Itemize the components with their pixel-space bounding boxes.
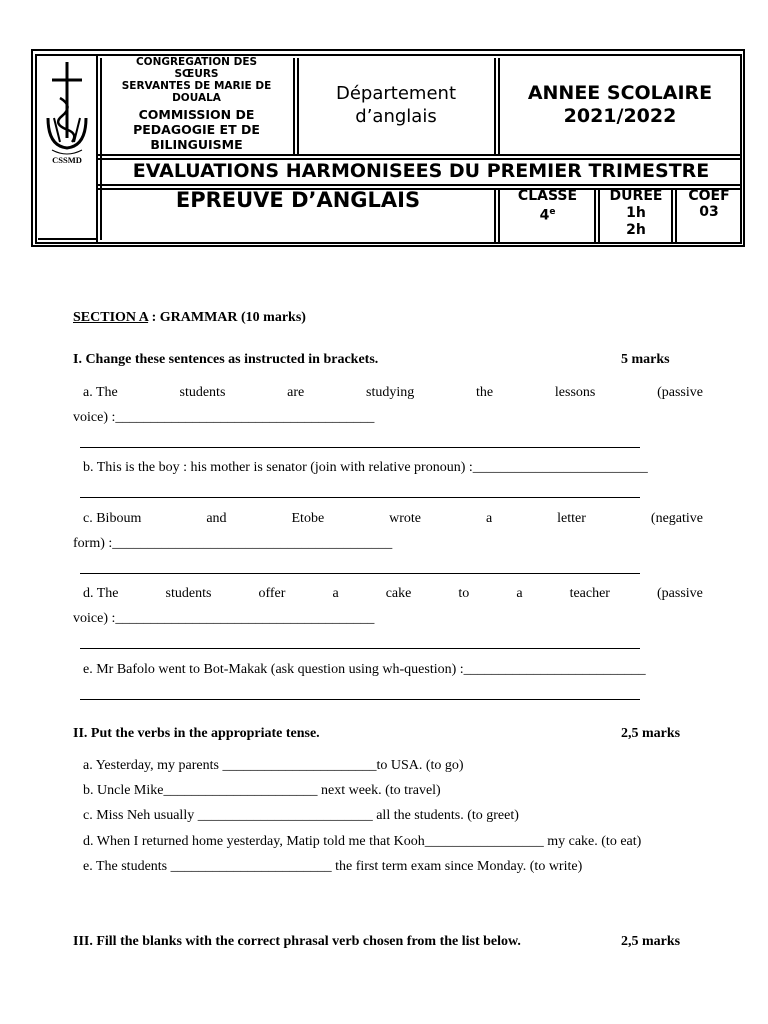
question-1c-continuation[interactable]: form) :________________________________________ <box>73 536 393 551</box>
class-cell <box>500 188 595 224</box>
school-year-value: 2021/2022 <box>563 105 677 127</box>
congregation-line: CONGREGATION DES <box>135 56 258 68</box>
word: a. The <box>83 385 118 400</box>
divider <box>96 54 98 242</box>
duration-cell <box>600 188 672 239</box>
question-2d[interactable]: d. When I returned home yesterday, Matip told me that Kooh_________________ my cake. (to eat) <box>83 834 642 849</box>
word: students <box>165 586 212 601</box>
word: to <box>458 586 470 601</box>
word: (passive <box>657 385 703 400</box>
answer-line[interactable] <box>80 573 640 574</box>
class-suffix: e <box>549 207 556 217</box>
evaluation-title: EVALUATIONS HARMONISEES DU PREMIER TRIMESTRE <box>132 160 710 182</box>
department-name <box>298 82 494 128</box>
word: the <box>476 385 494 400</box>
question-1e[interactable]: e. Mr Bafolo went to Bot-Makak (ask question using wh-question) :__________________________ <box>83 662 646 677</box>
duration-value: 1h <box>626 205 646 221</box>
word: d. The <box>83 586 119 601</box>
part3-marks: 2,5 marks <box>621 934 681 949</box>
exam-title: EPREUVE D’ANGLAIS <box>175 188 421 212</box>
divider <box>293 58 295 156</box>
answer-line[interactable] <box>80 648 640 649</box>
section-a-label: SECTION A <box>73 310 149 325</box>
duration-label: DUREE <box>609 188 663 204</box>
part1-marks: 5 marks <box>621 352 670 367</box>
word: offer <box>258 586 286 601</box>
question-1a <box>83 384 703 401</box>
question-2a[interactable]: a. Yesterday, my parents ______________________to USA. (to go) <box>83 758 464 773</box>
department-line: Département <box>336 83 456 104</box>
commission-line: BILINGUISME <box>150 137 243 152</box>
section-a-subtitle: : GRAMMAR (10 marks) <box>148 310 306 325</box>
word: and <box>206 511 227 526</box>
commission-line: COMMISSION DE <box>138 107 255 122</box>
section-a-title <box>73 309 306 326</box>
question-2e[interactable]: e. The students _______________________ the first term exam since Monday. (to write) <box>83 859 583 874</box>
divider <box>494 58 496 156</box>
question-1c <box>83 510 703 527</box>
word: students <box>179 385 226 400</box>
class-number: 4 <box>539 207 550 224</box>
coefficient-cell <box>676 188 742 220</box>
word: wrote <box>389 511 422 526</box>
word: Etobe <box>291 511 325 526</box>
question-2c[interactable]: c. Miss Neh usually _________________________ all the students. (to greet) <box>83 808 519 823</box>
question-1a-continuation[interactable]: voice) :_____________________________________ <box>73 410 375 425</box>
word: cake <box>385 586 412 601</box>
class-value <box>500 204 595 224</box>
part3-heading: III. Fill the blanks with the correct phrasal verb chosen from the list below. <box>73 934 521 949</box>
part1-heading: I. Change these sentences as instructed in brackets. <box>73 352 379 367</box>
coefficient-label: COEF <box>688 188 730 204</box>
word: a <box>332 586 339 601</box>
word: (negative <box>650 511 703 526</box>
congregation-name <box>100 56 293 104</box>
word: letter <box>557 511 586 526</box>
commission-line: PEDAGOGIE ET DE <box>133 122 260 137</box>
question-1d <box>83 585 703 602</box>
class-label: CLASSE <box>517 188 578 204</box>
congregation-line: SŒURS <box>174 68 219 80</box>
duration-value: 2h <box>626 222 646 238</box>
logo-label: CSSMD <box>52 155 82 165</box>
divider <box>96 154 742 156</box>
commission-name <box>100 107 293 152</box>
congregation-line: SERVANTES DE MARIE DE <box>121 80 272 92</box>
part2-heading: II. Put the verbs in the appropriate tense. <box>73 726 320 741</box>
department-line: d’anglais <box>355 106 437 127</box>
school-year <box>500 82 740 128</box>
answer-line[interactable] <box>80 447 640 448</box>
divider <box>38 238 96 240</box>
question-2b[interactable]: b. Uncle Mike______________________ next week. (to travel) <box>83 783 441 798</box>
word: are <box>287 385 305 400</box>
word: a <box>485 511 493 526</box>
word: studying <box>366 385 415 400</box>
word: c. Biboum <box>83 511 142 526</box>
question-1d-continuation[interactable]: voice) :_____________________________________ <box>73 611 375 626</box>
word: a <box>516 586 523 601</box>
coefficient-value: 03 <box>699 204 719 220</box>
answer-line[interactable] <box>80 497 640 498</box>
congregation-line: DOUALA <box>172 92 221 104</box>
word: teacher <box>569 586 610 601</box>
word: lessons <box>554 385 596 400</box>
part2-marks: 2,5 marks <box>621 726 681 741</box>
word: (passive <box>657 586 703 601</box>
school-year-label: ANNEE SCOLAIRE <box>527 82 713 104</box>
question-1b[interactable]: b. This is the boy : his mother is senator (join with relative pronoun) :_________________________ <box>83 460 648 475</box>
answer-line[interactable] <box>80 699 640 700</box>
